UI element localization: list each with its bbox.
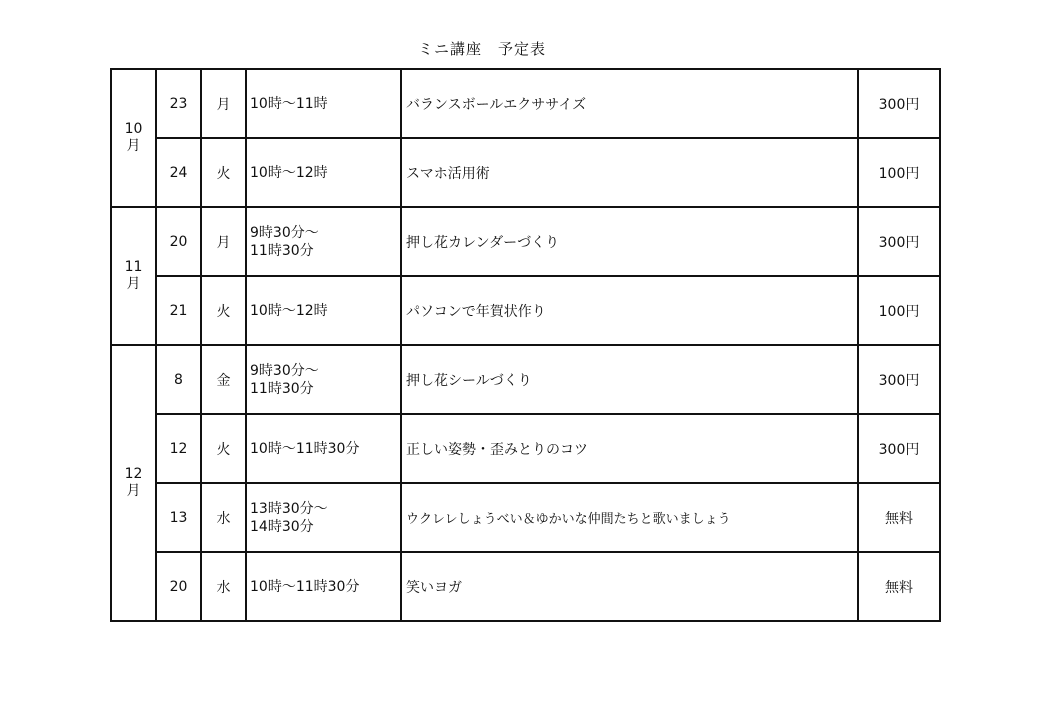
- time-cell: [246, 345, 401, 414]
- time-line: 11時30分: [250, 242, 314, 259]
- weekday-cell: 月: [201, 69, 246, 138]
- time-cell: [246, 138, 401, 207]
- time-line: 9時30分～: [250, 224, 319, 241]
- time-cell: [246, 276, 401, 345]
- table-row: [111, 483, 940, 552]
- time-line: 14時30分: [250, 518, 314, 535]
- time-line: 10時～11時: [250, 95, 328, 112]
- day-cell: 20: [156, 552, 201, 621]
- month-number: 10: [124, 121, 143, 137]
- weekday-cell: 火: [201, 414, 246, 483]
- month-unit: 月: [126, 483, 141, 499]
- fee-cell: 100円: [858, 138, 940, 207]
- time-line: 9時30分～: [250, 362, 319, 379]
- table-row: [111, 552, 940, 621]
- day-cell: 21: [156, 276, 201, 345]
- time-cell: [246, 552, 401, 621]
- weekday-cell: 金: [201, 345, 246, 414]
- table-row: [111, 69, 940, 138]
- schedule-table: [110, 68, 941, 622]
- month-unit: 月: [126, 138, 141, 154]
- month-number: 12: [124, 466, 143, 482]
- time-line: 10時～11時30分: [250, 578, 360, 595]
- day-cell: 24: [156, 138, 201, 207]
- time-cell: [246, 483, 401, 552]
- time-cell: [246, 207, 401, 276]
- course-cell: ウクレレしょうべい＆ゆかいな仲間たちと歌いましょう: [401, 483, 858, 552]
- fee-cell: 300円: [858, 345, 940, 414]
- table-row: [111, 345, 940, 414]
- course-cell: パソコンで年賀状作り: [401, 276, 858, 345]
- day-cell: 20: [156, 207, 201, 276]
- month-cell: [111, 345, 156, 621]
- time-cell: [246, 69, 401, 138]
- time-line: 11時30分: [250, 380, 314, 397]
- course-cell: 笑いヨガ: [401, 552, 858, 621]
- fee-cell: 300円: [858, 414, 940, 483]
- table-row: [111, 138, 940, 207]
- table-row: [111, 276, 940, 345]
- time-line: 10時～11時30分: [250, 440, 360, 457]
- fee-cell: 300円: [858, 207, 940, 276]
- course-cell: スマホ活用術: [401, 138, 858, 207]
- course-cell: バランスボールエクササイズ: [401, 69, 858, 138]
- weekday-cell: 水: [201, 483, 246, 552]
- time-line: 10時～12時: [250, 164, 328, 181]
- weekday-cell: 水: [201, 552, 246, 621]
- day-cell: 23: [156, 69, 201, 138]
- fee-cell: 300円: [858, 69, 940, 138]
- month-number: 11: [124, 259, 143, 275]
- weekday-cell: 火: [201, 276, 246, 345]
- fee-cell: 無料: [858, 483, 940, 552]
- time-cell: [246, 414, 401, 483]
- course-cell: 押し花カレンダーづくり: [401, 207, 858, 276]
- month-unit: 月: [126, 276, 141, 292]
- weekday-cell: 火: [201, 138, 246, 207]
- day-cell: 12: [156, 414, 201, 483]
- course-cell: 押し花シールづくり: [401, 345, 858, 414]
- weekday-cell: 月: [201, 207, 246, 276]
- month-cell: [111, 207, 156, 345]
- time-line: 13時30分～: [250, 500, 328, 517]
- table-row: [111, 207, 940, 276]
- month-cell: [111, 69, 156, 207]
- table-row: [111, 414, 940, 483]
- fee-cell: 無料: [858, 552, 940, 621]
- day-cell: 8: [156, 345, 201, 414]
- time-line: 10時～12時: [250, 302, 328, 319]
- course-cell: 正しい姿勢・歪みとりのコツ: [401, 414, 858, 483]
- fee-cell: 100円: [858, 276, 940, 345]
- document-title: ミニ講座 予定表: [417, 40, 546, 58]
- day-cell: 13: [156, 483, 201, 552]
